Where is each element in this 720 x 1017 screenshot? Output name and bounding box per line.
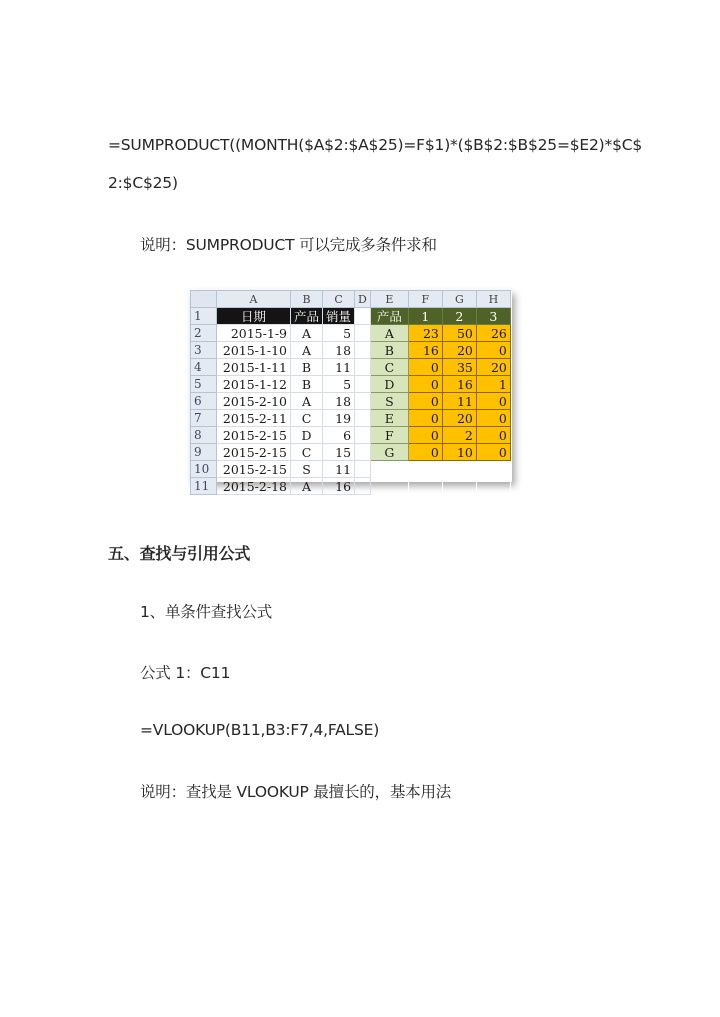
- table-header-cell: 日期: [217, 308, 291, 325]
- table-header-cell: 产品: [291, 308, 323, 325]
- row-number: 8: [191, 427, 217, 444]
- qty-cell: 18: [323, 342, 355, 359]
- row-number: 1: [191, 308, 217, 325]
- summary-product-cell: A: [370, 325, 408, 342]
- empty-cell: [355, 308, 371, 325]
- empty-cell: [442, 461, 476, 478]
- sheet-corner: [191, 291, 217, 308]
- qty-cell: 5: [323, 376, 355, 393]
- empty-cell: [408, 461, 442, 478]
- empty-cell: [355, 427, 371, 444]
- summary-product-cell: D: [370, 376, 408, 393]
- product-cell: A: [291, 393, 323, 410]
- summary-product-cell: G: [370, 444, 408, 461]
- table-row: [191, 342, 511, 359]
- column-header: A: [217, 291, 291, 308]
- empty-cell: [355, 325, 371, 342]
- column-header: H: [476, 291, 510, 308]
- column-header: B: [291, 291, 323, 308]
- row-number: 6: [191, 393, 217, 410]
- summary-value-cell: 1: [476, 376, 510, 393]
- column-header: D: [355, 291, 371, 308]
- summary-value-cell: 0: [476, 427, 510, 444]
- empty-cell: [355, 478, 371, 495]
- summary-header-cell: 3: [476, 308, 510, 325]
- table-row: [191, 376, 511, 393]
- row-number: 10: [191, 461, 217, 478]
- summary-value-cell: 0: [408, 427, 442, 444]
- summary-value-cell: 26: [476, 325, 510, 342]
- section-title: 五、查找与引用公式: [108, 544, 251, 563]
- table-row: [191, 444, 511, 461]
- empty-cell: [355, 410, 371, 427]
- summary-value-cell: 23: [408, 325, 442, 342]
- table-row: [191, 427, 511, 444]
- summary-header-cell: 2: [442, 308, 476, 325]
- summary-value-cell: 10: [442, 444, 476, 461]
- date-cell: 2015-2-10: [217, 393, 291, 410]
- qty-cell: 11: [323, 359, 355, 376]
- formula-line-1: =SUMPRODUCT((MONTH($A$2:$A$25)=F$1)*($B$2:$B$25=$E2)*$C$: [108, 136, 643, 154]
- table-row: [191, 410, 511, 427]
- empty-cell: [370, 461, 408, 478]
- empty-cell: [476, 461, 510, 478]
- product-cell: A: [291, 342, 323, 359]
- empty-cell: [408, 478, 442, 495]
- date-cell: 2015-2-15: [217, 444, 291, 461]
- summary-header-cell: 产品: [370, 308, 408, 325]
- summary-header-cell: 1: [408, 308, 442, 325]
- qty-cell: 18: [323, 393, 355, 410]
- date-cell: 2015-2-15: [217, 461, 291, 478]
- table-row: [191, 359, 511, 376]
- date-cell: 2015-1-11: [217, 359, 291, 376]
- sheet-grid: [190, 290, 511, 495]
- summary-value-cell: 11: [442, 393, 476, 410]
- summary-value-cell: 16: [442, 376, 476, 393]
- empty-cell: [355, 461, 371, 478]
- empty-cell: [355, 393, 371, 410]
- table-row: [191, 393, 511, 410]
- table-row: [191, 461, 511, 478]
- summary-value-cell: 0: [408, 359, 442, 376]
- row-number: 3: [191, 342, 217, 359]
- date-cell: 2015-2-15: [217, 427, 291, 444]
- qty-cell: 19: [323, 410, 355, 427]
- summary-value-cell: 0: [476, 342, 510, 359]
- row-number: 7: [191, 410, 217, 427]
- summary-value-cell: 2: [442, 427, 476, 444]
- row-number: 4: [191, 359, 217, 376]
- column-header: G: [442, 291, 476, 308]
- date-cell: 2015-1-12: [217, 376, 291, 393]
- formula-line-2: 2:$C$25): [108, 174, 178, 192]
- empty-cell: [355, 359, 371, 376]
- empty-cell: [355, 342, 371, 359]
- product-cell: C: [291, 410, 323, 427]
- summary-product-cell: C: [370, 359, 408, 376]
- formula-vlookup: =VLOOKUP(B11,B3:F7,4,FALSE): [140, 721, 380, 739]
- summary-value-cell: 20: [476, 359, 510, 376]
- qty-cell: 15: [323, 444, 355, 461]
- summary-value-cell: 0: [408, 410, 442, 427]
- column-header: E: [370, 291, 408, 308]
- row-number: 11: [191, 478, 217, 495]
- summary-value-cell: 16: [408, 342, 442, 359]
- empty-cell: [355, 444, 371, 461]
- summary-value-cell: 20: [442, 342, 476, 359]
- date-cell: 2015-2-18: [217, 478, 291, 495]
- date-cell: 2015-2-11: [217, 410, 291, 427]
- product-cell: C: [291, 444, 323, 461]
- product-cell: D: [291, 427, 323, 444]
- column-header: F: [408, 291, 442, 308]
- row-number: 2: [191, 325, 217, 342]
- empty-cell: [355, 376, 371, 393]
- empty-cell: [476, 478, 510, 495]
- spreadsheet-screenshot: [190, 290, 512, 494]
- product-cell: B: [291, 376, 323, 393]
- summary-value-cell: 0: [476, 393, 510, 410]
- product-cell: A: [291, 478, 323, 495]
- row-number: 9: [191, 444, 217, 461]
- formula-label: 公式 1：C11: [140, 664, 231, 682]
- row-number: 5: [191, 376, 217, 393]
- sub-title: 1、单条件查找公式: [140, 603, 273, 621]
- summary-value-cell: 0: [408, 393, 442, 410]
- qty-cell: 11: [323, 461, 355, 478]
- qty-cell: 5: [323, 325, 355, 342]
- qty-cell: 16: [323, 478, 355, 495]
- product-cell: S: [291, 461, 323, 478]
- date-cell: 2015-1-10: [217, 342, 291, 359]
- summary-product-cell: E: [370, 410, 408, 427]
- summary-value-cell: 0: [476, 410, 510, 427]
- summary-value-cell: 20: [442, 410, 476, 427]
- table-row: [191, 325, 511, 342]
- qty-cell: 6: [323, 427, 355, 444]
- empty-cell: [370, 478, 408, 495]
- column-header: C: [323, 291, 355, 308]
- product-cell: A: [291, 325, 323, 342]
- summary-product-cell: B: [370, 342, 408, 359]
- summary-value-cell: 0: [476, 444, 510, 461]
- summary-value-cell: 0: [408, 376, 442, 393]
- summary-value-cell: 35: [442, 359, 476, 376]
- empty-cell: [442, 478, 476, 495]
- summary-product-cell: S: [370, 393, 408, 410]
- note-vlookup: 说明：查找是 VLOOKUP 最擅长的，基本用法: [140, 783, 452, 801]
- date-cell: 2015-1-9: [217, 325, 291, 342]
- note-sumproduct: 说明：SUMPRODUCT 可以完成多条件求和: [140, 236, 437, 254]
- summary-product-cell: F: [370, 427, 408, 444]
- summary-value-cell: 50: [442, 325, 476, 342]
- summary-value-cell: 0: [408, 444, 442, 461]
- table-row: [191, 478, 511, 495]
- table-header-cell: 销量: [323, 308, 355, 325]
- product-cell: B: [291, 359, 323, 376]
